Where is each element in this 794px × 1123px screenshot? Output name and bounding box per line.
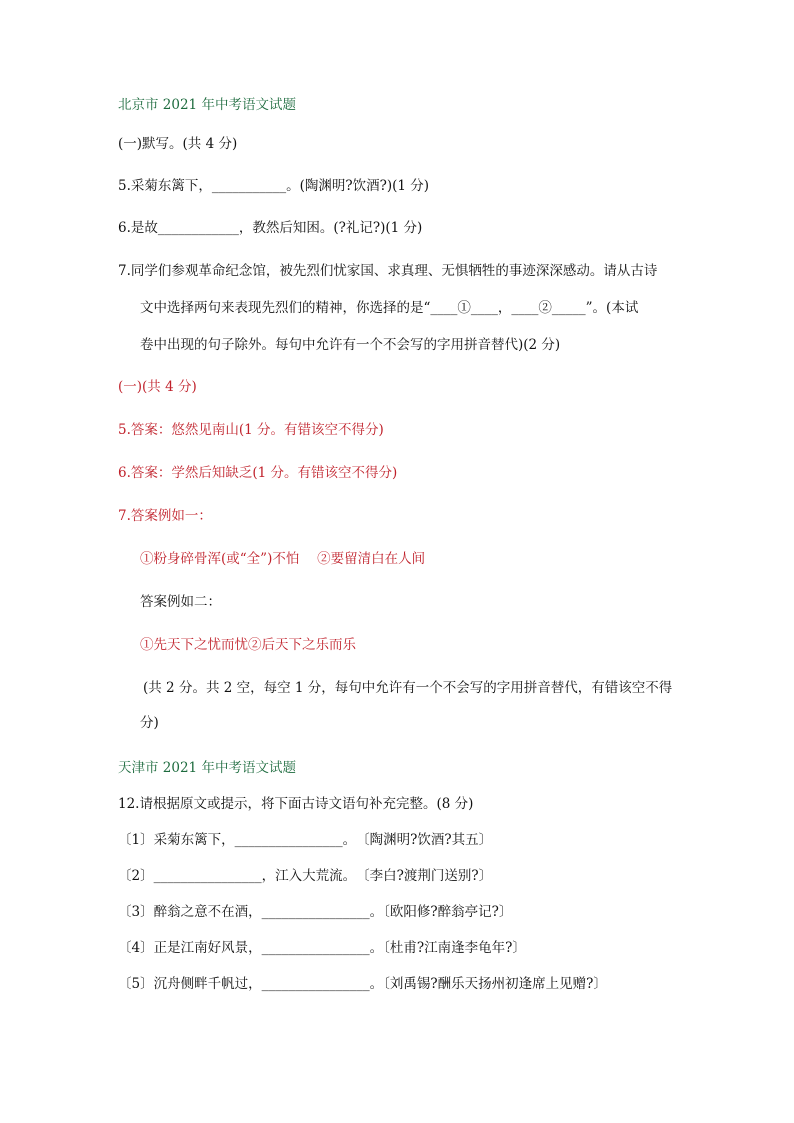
answer-7-example-2: ①先天下之忧而忧②后天下之乐而乐 bbox=[140, 637, 356, 653]
answer-7-note-line-1: (共 2 分。共 2 空，每空 1 分，每句中允许有一个不会写的字用拼音替代，有错该空不得 bbox=[143, 680, 673, 696]
question-5: 5.采菊东篱下，___________。(陶渊明?饮酒?)(1 分) bbox=[118, 178, 430, 194]
question-7-line-1: 7.同学们参观革命纪念馆，被先烈们忧家国、求真理、无惧牺牲的事迹深深感动。请从古诗 bbox=[118, 263, 658, 279]
question-12-item-1: 〔1〕采菊东篱下，________________。 〔陶渊明?饮酒?其五〕 bbox=[118, 832, 493, 848]
beijing-heading: 北京市 2021 年中考语文试题 bbox=[118, 97, 296, 113]
question-6: 6.是故____________，教然后知困。(?礼记?)(1 分) bbox=[118, 220, 423, 236]
section-title: (一)默写。(共 4 分) bbox=[118, 136, 238, 152]
answer-7-label: 7.答案例如一： bbox=[118, 508, 212, 524]
question-7-line-2: 文中选择两句来表现先烈们的精神，你选择的是“____①____，____②_____”。(本试 bbox=[140, 300, 639, 316]
answer-7-example-1: ①粉身碎骨浑(或“全”)不怕 ②要留清白在人间 bbox=[140, 551, 426, 567]
question-12-item-5: 〔5〕沉舟侧畔千帆过，________________。〔刘禹锡?酬乐天扬州初逢席上见赠?〕 bbox=[118, 976, 607, 992]
question-12-item-2: 〔2〕________________，江入大荒流。 〔李白?渡荆门送别?〕 bbox=[118, 868, 493, 884]
question-7-line-3: 卷中出现的句子除外。每句中允许有一个不会写的字用拼音替代)(2 分) bbox=[140, 337, 561, 353]
answer-7-example-2-label: 答案例如二： bbox=[140, 594, 221, 610]
answer-section-title: (一)(共 4 分) bbox=[118, 379, 197, 395]
question-12-item-4: 〔4〕正是江南好风景，________________。〔杜甫?江南逢李龟年?〕 bbox=[118, 940, 526, 956]
question-12-item-3: 〔3〕醉翁之意不在酒，________________。〔欧阳修?醉翁亭记?〕 bbox=[118, 904, 513, 920]
tianjin-heading: 天津市 2021 年中考语文试题 bbox=[118, 760, 296, 776]
answer-7-note-line-2: 分) bbox=[140, 715, 159, 731]
answer-5: 5.答案：悠然见南山(1 分。有错该空不得分) bbox=[118, 422, 384, 438]
question-12: 12.请根据原文或提示，将下面古诗文语句补充完整。(8 分) bbox=[118, 796, 474, 812]
answer-6: 6.答案：学然后知缺乏(1 分。有错该空不得分) bbox=[118, 465, 398, 481]
